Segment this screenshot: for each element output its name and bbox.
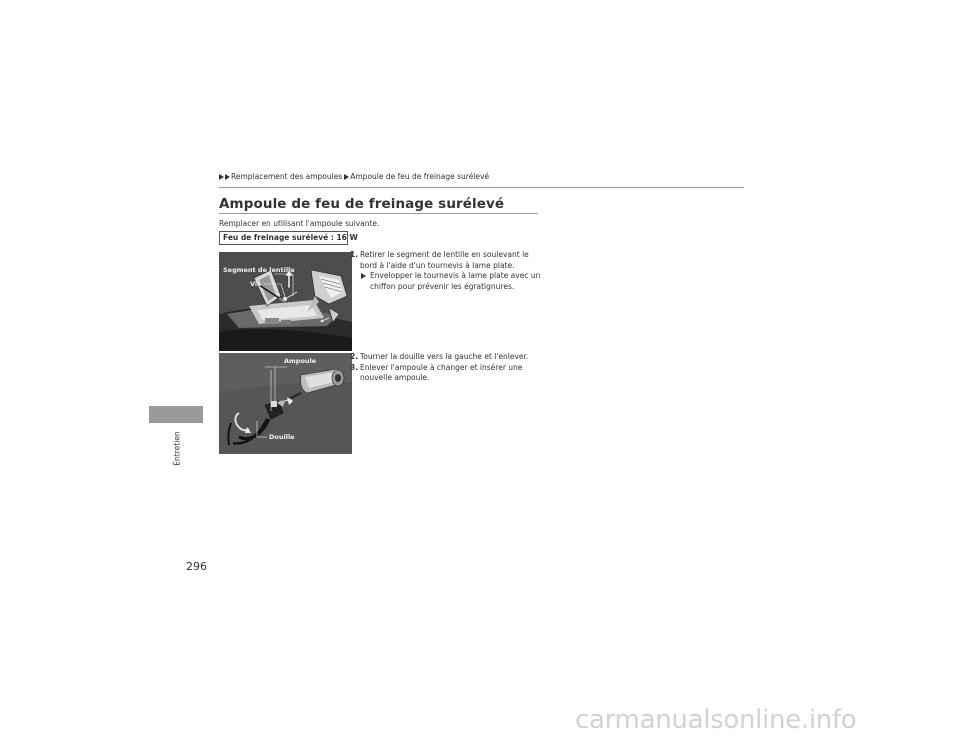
step-number: 2. bbox=[350, 352, 359, 361]
screw-label: Vis bbox=[250, 280, 262, 288]
breadcrumb-arrow-icon bbox=[225, 174, 230, 180]
title-divider bbox=[219, 213, 538, 214]
lens-segment-figure bbox=[219, 252, 352, 351]
step-text: Enlever l'ampoule à changer et insérer une nouvelle ampoule. bbox=[360, 362, 523, 382]
step-1-note bbox=[350, 271, 542, 292]
step-2 bbox=[350, 352, 542, 363]
breadcrumb-item[interactable]: Remplacement des ampoules bbox=[231, 172, 343, 181]
watermark: carmanualsonline.info bbox=[575, 705, 857, 735]
step-text: Tourner la douille vers la gauche et l'enlever. bbox=[360, 352, 529, 361]
segment-label: Segment de lentille bbox=[223, 266, 295, 274]
breadcrumb-item[interactable]: Ampoule de feu de freinage surélevé bbox=[350, 172, 490, 181]
bulb-socket-figure bbox=[219, 353, 352, 454]
header-divider bbox=[219, 187, 744, 188]
step-1-block bbox=[350, 250, 542, 292]
chapter-side-tab[interactable] bbox=[149, 406, 203, 423]
note-text: Envelopper le tournevis à lame plate avec un chiffon pour prévenir les égratignures. bbox=[370, 271, 541, 291]
bulb-label: Ampoule bbox=[284, 357, 317, 365]
chapter-label: Entretien bbox=[172, 431, 182, 466]
step-3 bbox=[350, 363, 542, 384]
intro-text: Remplacer en utilisant l'ampoule suivante. bbox=[219, 219, 380, 228]
step-number: 1. bbox=[350, 250, 359, 259]
section-title: Ampoule de feu de freinage surélevé bbox=[219, 196, 505, 212]
breadcrumb-arrow-icon bbox=[344, 174, 349, 180]
breadcrumb-arrow-icon bbox=[219, 174, 224, 180]
socket-label: Douille bbox=[269, 433, 295, 441]
step-1 bbox=[350, 250, 542, 271]
step-number: 3. bbox=[350, 362, 359, 372]
bulb-spec-box: Feu de freinage surélevé : 16 W bbox=[219, 231, 348, 245]
step-text: Retirer le segment de lentille en soulevant le bord à l'aide d'un tournevis à lame plate. bbox=[360, 250, 529, 270]
note-arrow-icon bbox=[361, 273, 366, 279]
breadcrumb bbox=[219, 172, 489, 181]
steps-2-3-block bbox=[350, 352, 542, 384]
page-number: 296 bbox=[186, 560, 207, 573]
